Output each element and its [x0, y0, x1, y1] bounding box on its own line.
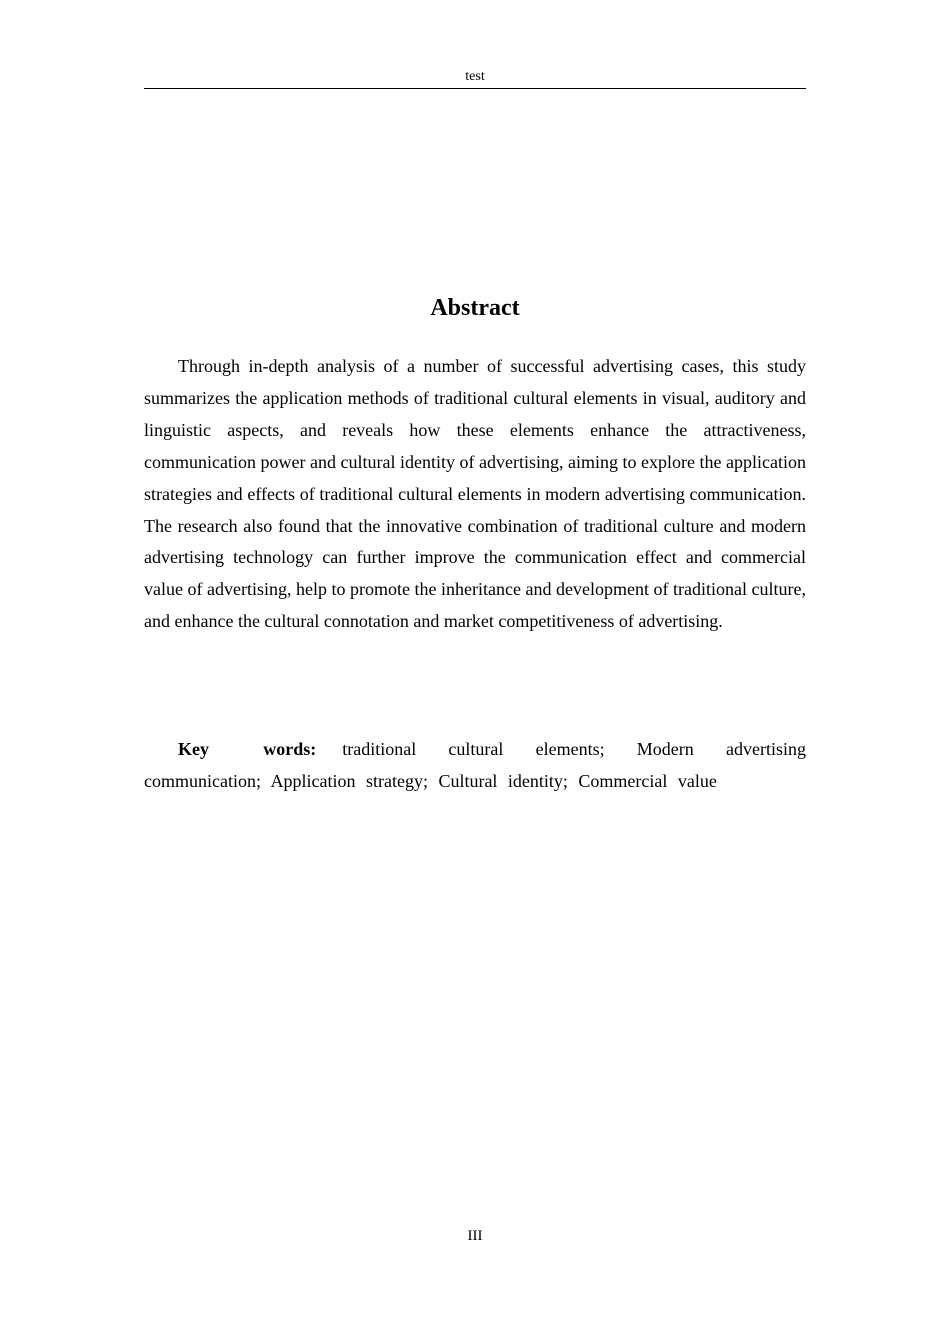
keywords-paragraph: [144, 734, 806, 798]
keywords-label: Key words:: [178, 739, 317, 759]
keywords-text: traditional cultural elements; Modern advertising communication; Application strategy; Cultural identity; Commercial value: [144, 739, 806, 791]
abstract-body: Through in-depth analysis of a number of successful advertising cases, this study summarizes the application methods of traditional cultural elements in visual, auditory and linguistic aspects, and reveals how these elements enhance the attractiveness, communication power and cultural identity of advertising, aiming to explore the application strategies and effects of traditional cultural elements in modern advertising communication. The research also found that the innovative combination of traditional culture and modern advertising technology can further improve the communication effect and commercial value of advertising, help to promote the inheritance and development of traditional culture, and enhance the cultural connotation and market competitiveness of advertising.: [144, 356, 806, 632]
abstract-title: Abstract: [430, 295, 520, 321]
page-number: III: [467, 1228, 483, 1244]
page-header: test: [465, 69, 485, 84]
header-rule: [144, 88, 806, 89]
